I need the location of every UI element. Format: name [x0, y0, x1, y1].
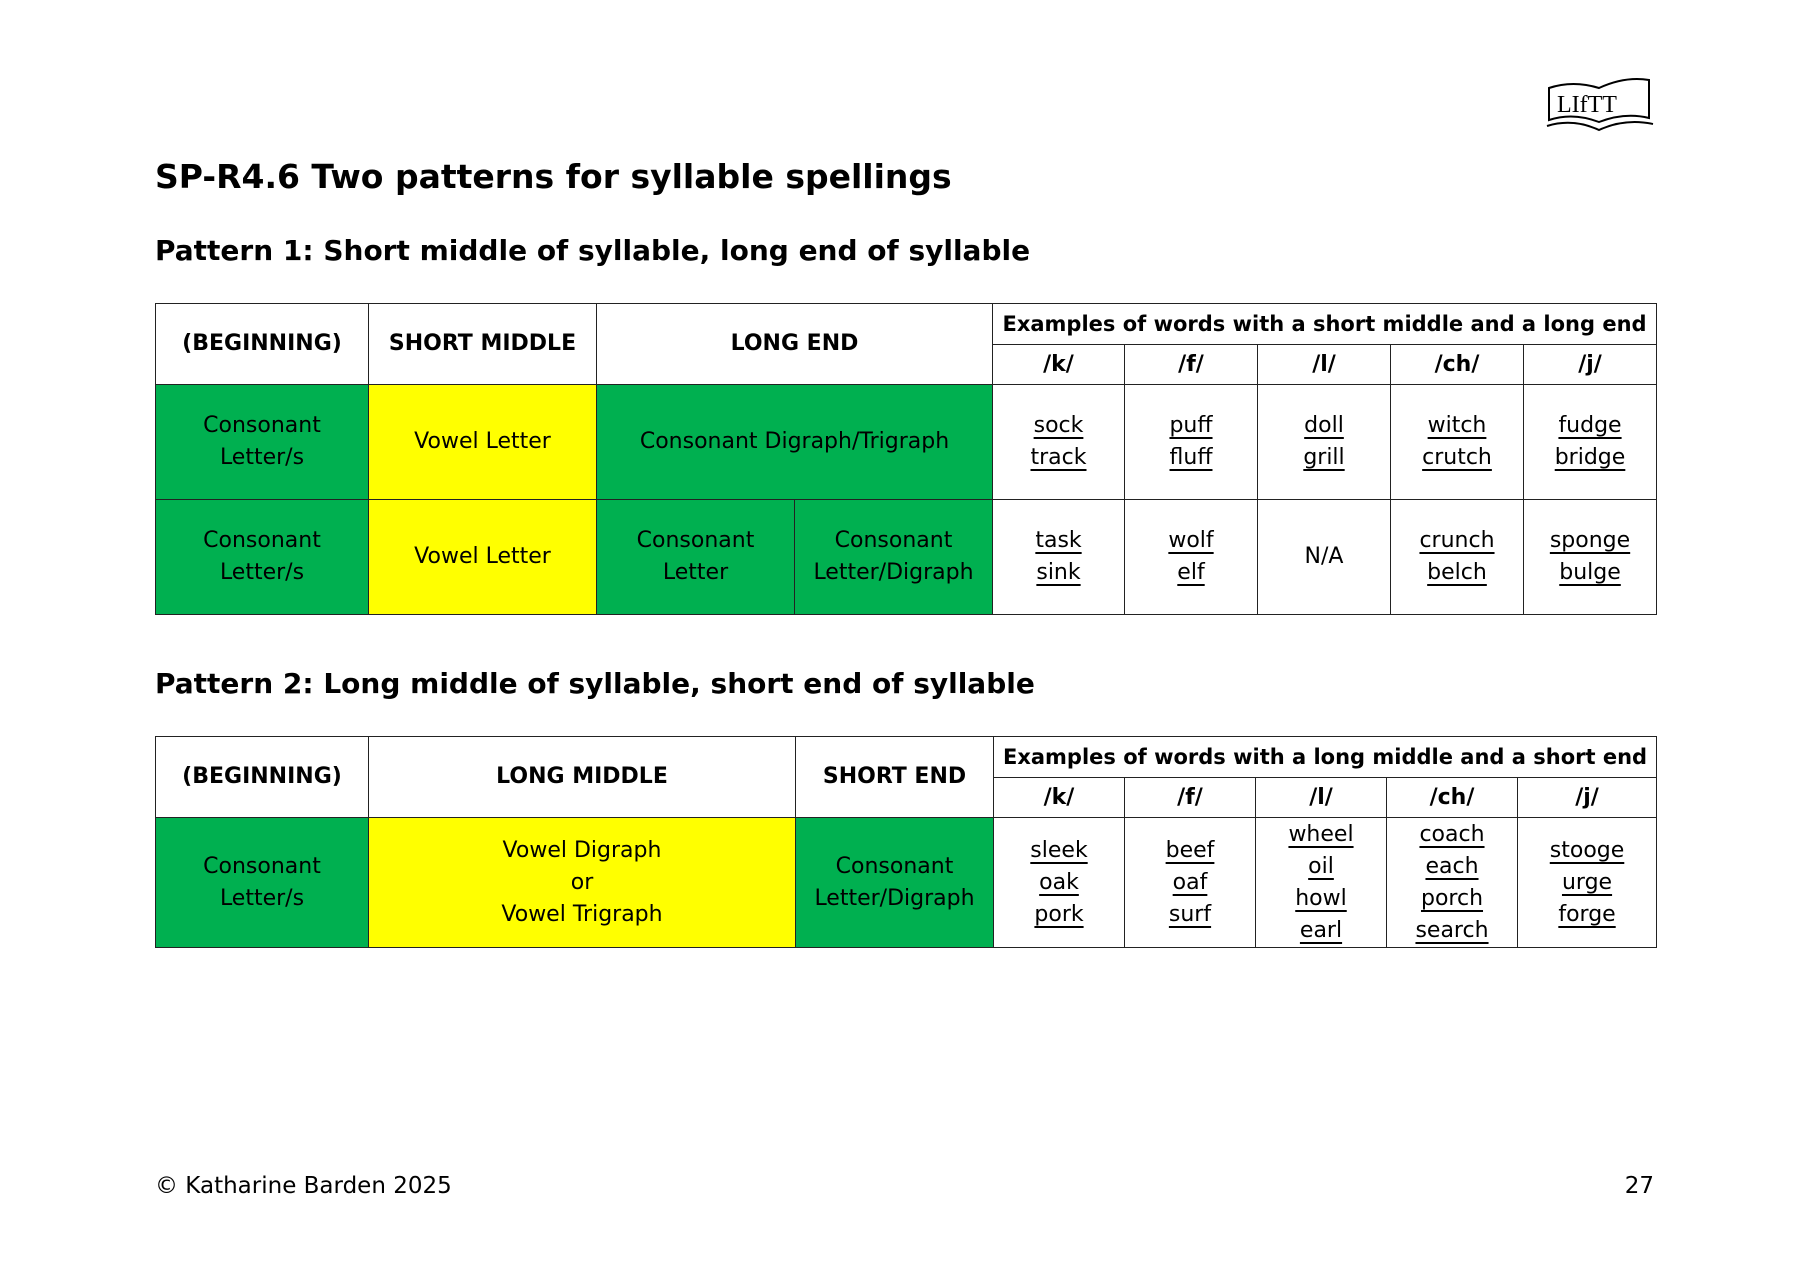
phoneme-ch: /ch/	[1387, 778, 1518, 818]
example-word: crutch	[1422, 445, 1492, 470]
pattern1-table	[155, 303, 1657, 615]
example-cell	[1391, 385, 1524, 500]
liftt-logo	[1545, 74, 1655, 136]
example-word: stooge	[1549, 837, 1625, 863]
p2r1-end: Consonant Letter/Digraph	[796, 818, 994, 948]
example-word: fudge	[1558, 413, 1622, 438]
header-beginning: (BEGINNING)	[156, 304, 369, 385]
example-word: sink	[1036, 560, 1081, 585]
p1r1-middle: Vowel Letter	[369, 385, 597, 500]
p1r2-beginning: Consonant Letter/s	[156, 500, 369, 615]
example-cell	[1524, 385, 1657, 500]
example-cell	[1524, 500, 1657, 615]
header-short-end: SHORT END	[796, 737, 994, 818]
header-long-middle: LONG MIDDLE	[369, 737, 796, 818]
middle-line: or	[570, 869, 594, 895]
example-word: oil	[1308, 853, 1334, 879]
p2r1-beginning: Consonant Letter/s	[156, 818, 369, 948]
example-cell	[993, 385, 1125, 500]
example-word: oak	[1039, 869, 1079, 895]
example-word: urge	[1561, 869, 1613, 895]
page-title: SP-R4.6 Two patterns for syllable spellings	[155, 157, 952, 196]
example-word: bridge	[1554, 445, 1626, 470]
example-word: search	[1415, 917, 1489, 943]
phoneme-k: /k/	[994, 778, 1125, 818]
example-word: sleek	[1030, 837, 1088, 863]
pattern1-heading: Pattern 1: Short middle of syllable, long end of syllable	[155, 234, 1031, 267]
example-word: track	[1030, 445, 1087, 470]
phoneme-ch: /ch/	[1391, 345, 1524, 385]
example-cell	[1256, 818, 1387, 948]
example-word: howl	[1295, 885, 1347, 911]
example-word: elf	[1177, 560, 1205, 585]
example-word: forge	[1558, 901, 1616, 927]
header-examples: Examples of words with a long middle and a short end	[994, 737, 1657, 778]
example-word: belch	[1427, 560, 1487, 585]
example-word: bulge	[1559, 560, 1621, 585]
header-long-end: LONG END	[597, 304, 993, 385]
phoneme-k: /k/	[993, 345, 1125, 385]
example-word: surf	[1168, 901, 1212, 927]
phoneme-j: /j/	[1524, 345, 1657, 385]
example-cell	[1387, 818, 1518, 948]
example-cell	[1518, 818, 1657, 948]
phoneme-l: /l/	[1258, 345, 1391, 385]
p2r1-middle	[369, 818, 796, 948]
middle-line: Vowel Digraph	[502, 837, 662, 863]
pattern2-heading: Pattern 2: Long middle of syllable, short end of syllable	[155, 667, 1035, 700]
phoneme-f: /f/	[1125, 345, 1258, 385]
example-word: witch	[1427, 413, 1487, 438]
example-word: porch	[1420, 885, 1484, 911]
example-word: wheel	[1288, 821, 1354, 847]
example-word: beef	[1165, 837, 1215, 863]
example-word: pork	[1034, 901, 1084, 927]
page-number: 27	[1624, 1173, 1654, 1199]
example-word: puff	[1169, 413, 1213, 438]
example-word: oaf	[1172, 869, 1208, 895]
example-word: task	[1035, 528, 1082, 553]
p1r2-end-a: Consonant Letter	[597, 500, 795, 615]
example-cell	[1125, 385, 1258, 500]
header-examples: Examples of words with a short middle and a long end	[993, 304, 1657, 345]
example-word: earl	[1299, 917, 1343, 943]
example-word: sponge	[1549, 528, 1631, 553]
copyright: © Katharine Barden 2025	[155, 1173, 452, 1199]
example-cell	[1258, 385, 1391, 500]
example-word: wolf	[1168, 528, 1214, 553]
example-cell	[994, 818, 1125, 948]
example-word: each	[1425, 853, 1479, 879]
header-short-middle: SHORT MIDDLE	[369, 304, 597, 385]
example-cell	[1391, 500, 1524, 615]
logo-text: LIfTT	[1557, 92, 1617, 118]
example-word: sock	[1033, 413, 1084, 438]
example-word: doll	[1304, 413, 1344, 438]
example-cell	[1125, 500, 1258, 615]
example-cell-na: N/A	[1258, 500, 1391, 615]
phoneme-j: /j/	[1518, 778, 1657, 818]
p1r2-middle: Vowel Letter	[369, 500, 597, 615]
example-word: coach	[1419, 821, 1485, 847]
phoneme-f: /f/	[1125, 778, 1256, 818]
phoneme-l: /l/	[1256, 778, 1387, 818]
p1r2-end-b: Consonant Letter/Digraph	[795, 500, 993, 615]
pattern2-table	[155, 736, 1657, 948]
example-word: fluff	[1169, 445, 1213, 470]
middle-line: Vowel Trigraph	[501, 901, 663, 927]
header-beginning: (BEGINNING)	[156, 737, 369, 818]
p1r1-beginning: Consonant Letter/s	[156, 385, 369, 500]
example-word: grill	[1303, 445, 1345, 470]
example-cell	[1125, 818, 1256, 948]
p1r1-end: Consonant Digraph/Trigraph	[597, 385, 993, 500]
example-cell	[993, 500, 1125, 615]
example-word: crunch	[1419, 528, 1495, 553]
